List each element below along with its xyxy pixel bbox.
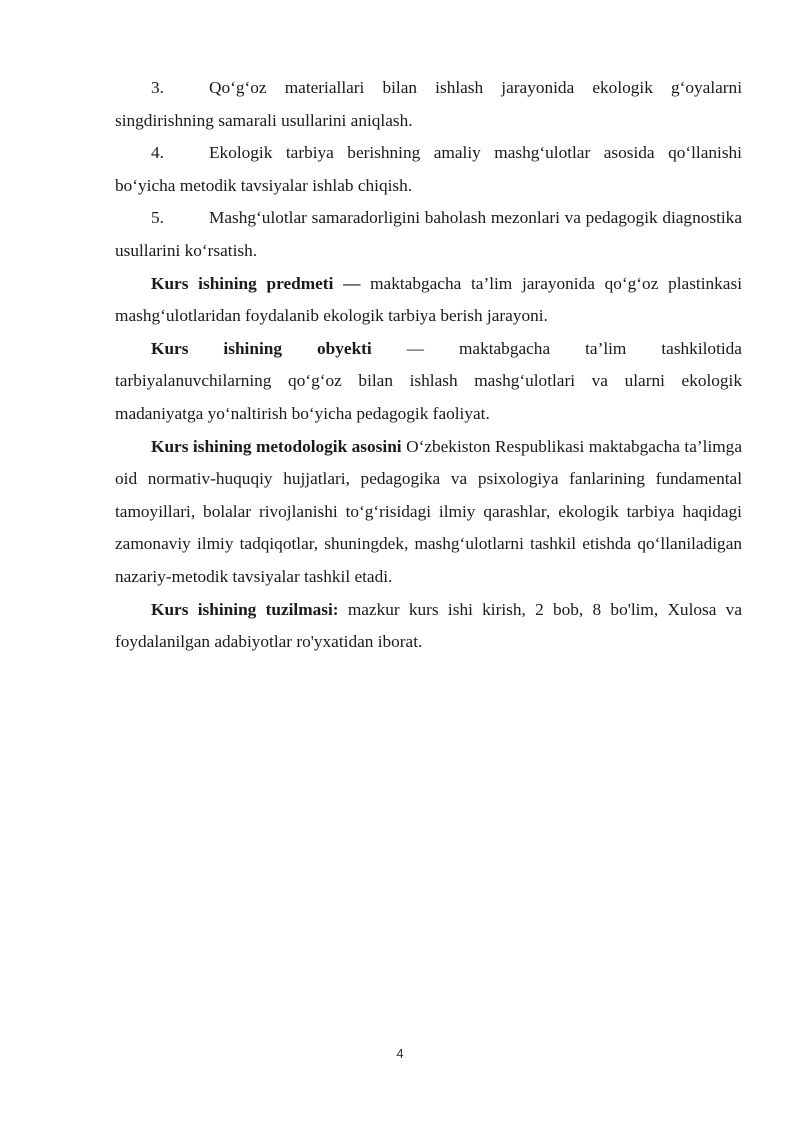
paragraph-heading: Kurs ishining predmeti — [151, 273, 361, 293]
heading-word: ishining [223, 338, 283, 358]
text-word: maktabgacha [458, 338, 551, 358]
list-item-5 [115, 202, 742, 267]
paragraph-predmeti [115, 268, 742, 333]
paragraph-metodologik [115, 431, 742, 594]
paragraph-text: O‘zbekiston Respublikasi maktabgacha ta’limga oid normativ-huquqiy hujjatlari, pedagogika va psixologiya fanlarining fundamental tamoyillari, bolalar rivojlanishi to‘g‘risidagi ilmiy qarashlar, ekologik tarbiya haqidagi zamonaviy ilmiy tadqiqotlar, shuningdek, mashg‘ulotlarni tashkil etishda qo‘llaniladigan nazariy-metodik tavsiyalar tashkil etadi. [115, 436, 742, 586]
paragraph-text: tarbiyalanuvchilarning qo‘g‘oz bilan ishlash mashg‘ulotlari va ularni ekologik madaniyatga yo‘naltirish bo‘yicha pedagogik faoliyat. [115, 371, 742, 423]
list-item-3 [115, 72, 742, 137]
obyekti-first-line [115, 333, 742, 366]
page-number: 4 [396, 1046, 404, 1061]
list-item-text: Mashg‘ulotlar samaradorligini baholash mezonlari va pedagogik diagnostika usullarini ko‘rsatish. [115, 208, 742, 260]
list-item-number: 5. [151, 208, 164, 228]
page-body [115, 72, 742, 659]
list-item-4 [115, 137, 742, 202]
heading-word: obyekti [317, 338, 372, 358]
paragraph-text: maktabgacha ta’lim jarayonida qo‘g‘oz plastinkasi mashg‘ulotlaridan foydalanib ekologik tarbiya berish jarayoni. [115, 273, 742, 326]
list-item-number: 3. [151, 78, 164, 97]
paragraph-heading: Kurs ishining tuzilmasi: [151, 599, 339, 619]
paragraph-obyekti [115, 333, 742, 431]
heading-word: Kurs [151, 338, 189, 358]
paragraph-heading: Kurs ishining metodologik asosini [151, 436, 402, 456]
paragraph-text: mazkur kurs ishi kirish, 2 bob, 8 bo'lim, Xulosa va foydalanilgan adabiyotlar ro'yxatidan iborat. [115, 599, 742, 652]
list-item-text: Qo‘g‘oz materiallari bilan ishlash jarayonida ekologik g‘oyalarni singdirishning samarali usullarini aniqlash. [115, 78, 742, 130]
paragraph-tuzilmasi [115, 594, 742, 659]
text-word: tashkilotida [661, 338, 742, 358]
text-word: — [406, 338, 424, 358]
text-word: ta’lim [585, 338, 627, 358]
list-item-text: Ekologik tarbiya berishning amaliy mashg‘ulotlar asosida qo‘llanishi bo‘yicha metodik tavsiyalar ishlab chiqish. [115, 143, 742, 195]
list-item-number: 4. [151, 143, 164, 163]
